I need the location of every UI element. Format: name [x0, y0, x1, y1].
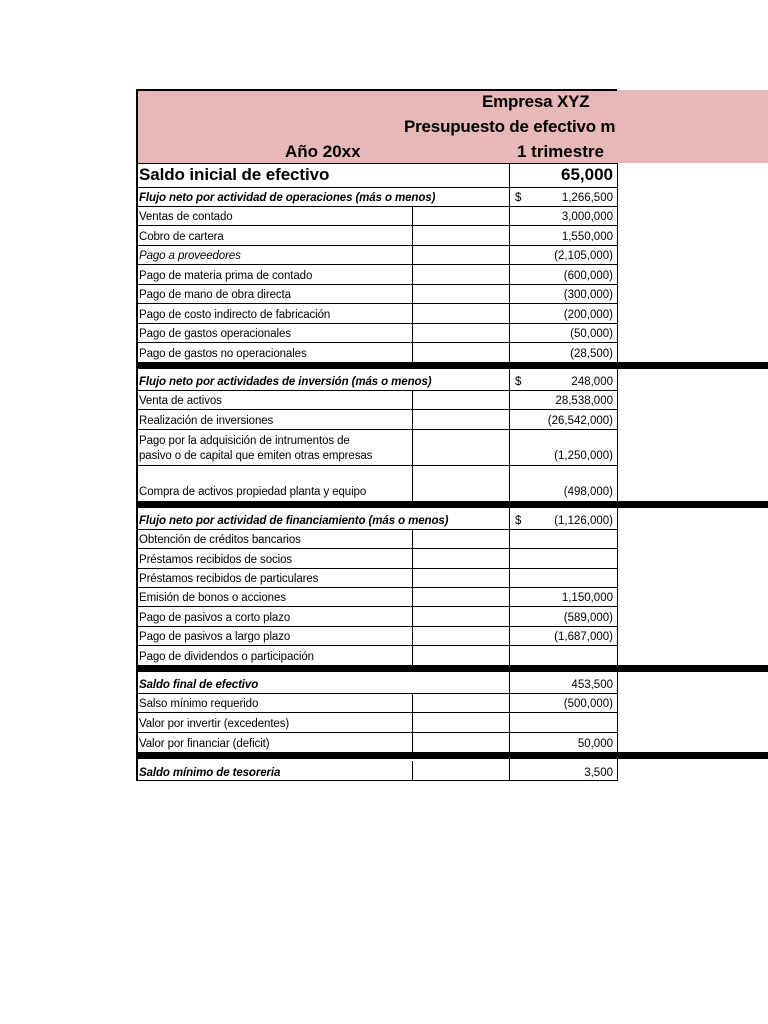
table-row	[137, 587, 617, 606]
row-label: Obtención de créditos bancarios	[139, 534, 301, 546]
financing-label: Flujo neto por actividad de financiamiento (más o menos)	[139, 515, 449, 527]
year-label: Año 20xx	[285, 142, 361, 161]
operations-value: 1,266,500	[561, 192, 613, 204]
table-row	[137, 529, 617, 548]
investment-total-row	[137, 370, 617, 390]
row-label: Pago de costo indirecto de fabricación	[139, 309, 331, 321]
section-separator	[137, 752, 768, 759]
row-value: (28,500)	[570, 348, 613, 360]
table-row	[137, 303, 617, 323]
operations-label: Flujo neto por actividad de operaciones (más o menos)	[139, 192, 436, 204]
company-name: Empresa XYZ	[482, 92, 590, 111]
investment-currency: $	[515, 376, 522, 388]
operations-currency: $	[515, 192, 522, 204]
row-value: 1,150,000	[561, 592, 613, 604]
opening-balance-value: 65,000	[561, 165, 613, 184]
opening-balance-label: Saldo inicial de efectivo	[139, 165, 330, 184]
table-row	[137, 673, 617, 693]
treasury-value: 3,500	[584, 767, 613, 779]
row-value: (26,542,000)	[547, 415, 613, 427]
treasury-label: Saldo mínimo de tesoreria	[139, 767, 281, 779]
row-value: (500,000)	[563, 698, 613, 710]
row-label: Ventas de contado	[139, 211, 233, 223]
opening-balance-row	[137, 163, 617, 187]
row-value: (300,000)	[563, 289, 613, 301]
table-row	[137, 732, 617, 752]
closing-balance-label: Saldo final de efectivo	[139, 679, 259, 691]
investment-label: Flujo neto por actividades de inversión (más o menos)	[139, 376, 432, 388]
row-label: Valor por financiar (deficit)	[139, 738, 270, 750]
row-label: Salso mínimo requerido	[139, 698, 259, 710]
row-label: Pago de mano de obra directa	[139, 289, 291, 301]
table-row	[137, 606, 617, 626]
row-label: Compra de activos propiedad planta y equipo	[139, 486, 367, 498]
financing-currency: $	[515, 515, 522, 527]
row-label: Pago de materia prima de contado	[139, 270, 313, 282]
row-label: Préstamos recibidos de particulares	[139, 573, 319, 585]
section-separator	[137, 501, 768, 508]
row-label: Pago por la adquisición de intrumentos de	[139, 435, 350, 447]
row-value: 3,000,000	[561, 211, 613, 223]
period-label: 1 trimestre	[517, 142, 604, 161]
table-row	[137, 264, 617, 284]
row-value: (200,000)	[563, 309, 613, 321]
row-value: 28,538,000	[555, 395, 613, 407]
row-value: (50,000)	[570, 328, 613, 340]
budget-title: Presupuesto de efectivo m	[404, 117, 616, 136]
table-row	[137, 323, 617, 342]
row-label: Venta de activos	[139, 395, 222, 407]
row-value: (1,687,000)	[554, 631, 613, 643]
row-label: Pago de pasivos a corto plazo	[139, 612, 291, 624]
table-row	[137, 712, 617, 732]
row-value: (498,000)	[563, 486, 613, 498]
row-value: (1,250,000)	[554, 450, 613, 462]
row-value: 1,550,000	[561, 231, 613, 243]
table-row	[137, 390, 617, 409]
row-label: Pago de dividendos o participación	[139, 651, 314, 663]
row-label-line2: pasivo o de capital que emiten otras empresas	[139, 450, 373, 462]
operations-total-row	[137, 187, 617, 206]
table-row	[137, 645, 617, 665]
table-row	[137, 429, 617, 465]
table-row	[137, 225, 617, 245]
row-label: Pago de gastos operacionales	[139, 328, 291, 340]
investment-value: 248,000	[571, 376, 613, 388]
row-label: Pago de gastos no operacionales	[139, 348, 307, 360]
table-row	[137, 548, 617, 568]
row-label: Pago a proveedores	[139, 250, 241, 262]
table-row	[137, 245, 617, 264]
row-label: Cobro de cartera	[139, 231, 224, 243]
row-value: (589,000)	[563, 612, 613, 624]
row-value: (600,000)	[563, 270, 613, 282]
row-label: Pago de pasivos a largo plazo	[139, 631, 291, 643]
table-row	[137, 284, 617, 303]
table-row	[137, 626, 617, 645]
section-separator	[137, 362, 768, 369]
section-separator	[137, 665, 768, 672]
table-row	[137, 693, 617, 712]
row-label: Realización de inversiones	[139, 415, 274, 427]
row-label: Préstamos recibidos de socios	[139, 554, 293, 566]
row-label: Valor por invertir (excedentes)	[139, 718, 290, 730]
table-row	[137, 409, 617, 429]
closing-balance-value: 453,500	[571, 679, 613, 691]
table-row	[137, 342, 617, 362]
row-value: 50,000	[577, 738, 613, 750]
table-row	[137, 206, 617, 225]
financing-value: (1,126,000)	[554, 515, 613, 527]
row-value: (2,105,000)	[554, 250, 613, 262]
treasury-row	[137, 761, 617, 781]
table-row	[137, 568, 617, 587]
row-label: Emisión de bonos o acciones	[139, 592, 286, 604]
financing-total-row	[137, 509, 617, 529]
table-row	[137, 465, 617, 501]
